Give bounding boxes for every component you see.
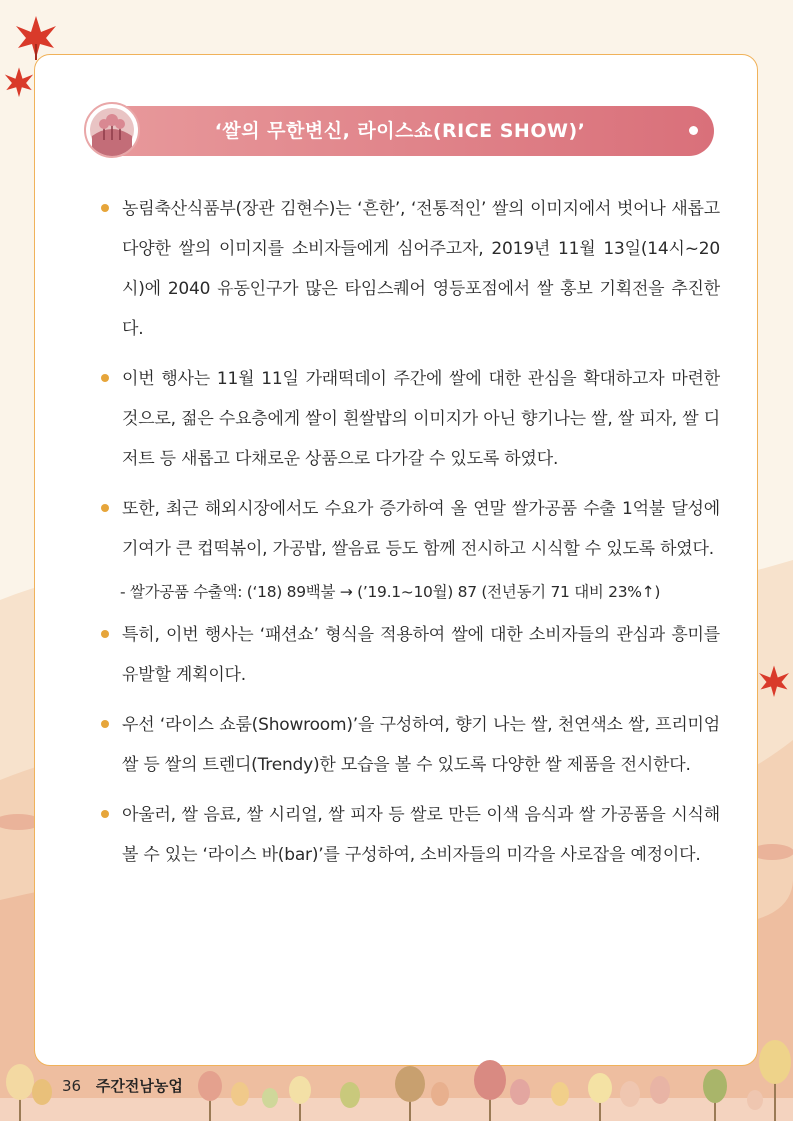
page-number: 36 — [62, 1077, 82, 1095]
paragraph: 또한, 최근 해외시장에서도 수요가 증가하여 올 연말 쌀가공품 수출 1억불 달성에 기여가 큰 컵떡볶이, 가공밥, 쌀음료 등도 함께 전시하고 시식할 수 있도록 하였다. — [122, 499, 720, 559]
list-item — [100, 795, 720, 875]
bullet-icon — [101, 720, 109, 728]
list-item — [100, 615, 720, 695]
export-note: - 쌀가공품 수출액: (‘18) 89백불 → (’19.1~10월) 87 (전년동기 71 대비 23%↑) — [120, 583, 661, 601]
list-item — [100, 705, 720, 785]
publication-name: 주간전남농업 — [95, 1077, 183, 1095]
bullet-icon — [101, 504, 109, 512]
article-body — [100, 189, 720, 885]
list-item — [100, 189, 720, 349]
title-banner — [86, 106, 714, 156]
bullet-icon — [101, 630, 109, 638]
bullet-icon — [101, 374, 109, 382]
page-footer — [62, 1075, 183, 1096]
paragraph: 이번 행사는 11월 11일 가래떡데이 주간에 쌀에 대한 관심을 확대하고자 마련한 것으로, 젊은 수요층에게 쌀이 흰쌀밥의 이미지가 아닌 향기나는 쌀, 쌀 피자, 쌀 디저트 등 새롭고 다채로운 상품으로 다가갈 수 있도록 하였다. — [122, 369, 720, 469]
maple-leaf-icon — [756, 664, 792, 700]
title-dot-icon — [689, 126, 698, 135]
list-item — [100, 489, 720, 569]
bullet-icon — [101, 204, 109, 212]
paragraph: 농림축산식품부(장관 김현수)는 ‘흔한’, ‘전통적인’ 쌀의 이미지에서 벗어나 새롭고 다양한 쌀의 이미지를 소비자들에게 심어주고자, 2019년 11월 13일(14시~20시)에 2040 유동인구가 많은 타임스퀘어 영등포점에서 쌀 홍보 기획전을 추진한다. — [122, 199, 720, 339]
paragraph: 아울러, 쌀 음료, 쌀 시리얼, 쌀 피자 등 쌀로 만든 이색 음식과 쌀 가공품을 시식해 볼 수 있는 ‘라이스 바(bar)’를 구성하여, 소비자들의 미각을 사로잡을 예정이다. — [122, 805, 720, 865]
page-title: ‘쌀의 무한변신, 라이스쇼(RICE SHOW)’ — [214, 120, 586, 142]
paragraph: 우선 ‘라이스 쇼룸(Showroom)’을 구성하여, 향기 나는 쌀, 천연색소 쌀, 프리미엄 쌀 등 쌀의 트렌디(Trendy)한 모습을 볼 수 있도록 다양한 쌀 제품을 전시한다. — [122, 715, 720, 775]
tree-badge-icon — [84, 102, 140, 158]
maple-leaf-icon — [2, 66, 36, 100]
list-item — [100, 359, 720, 479]
bullet-icon — [101, 810, 109, 818]
paragraph: 특히, 이번 행사는 ‘패션쇼’ 형식을 적용하여 쌀에 대한 소비자들의 관심과 흥미를 유발할 계획이다. — [122, 625, 720, 685]
